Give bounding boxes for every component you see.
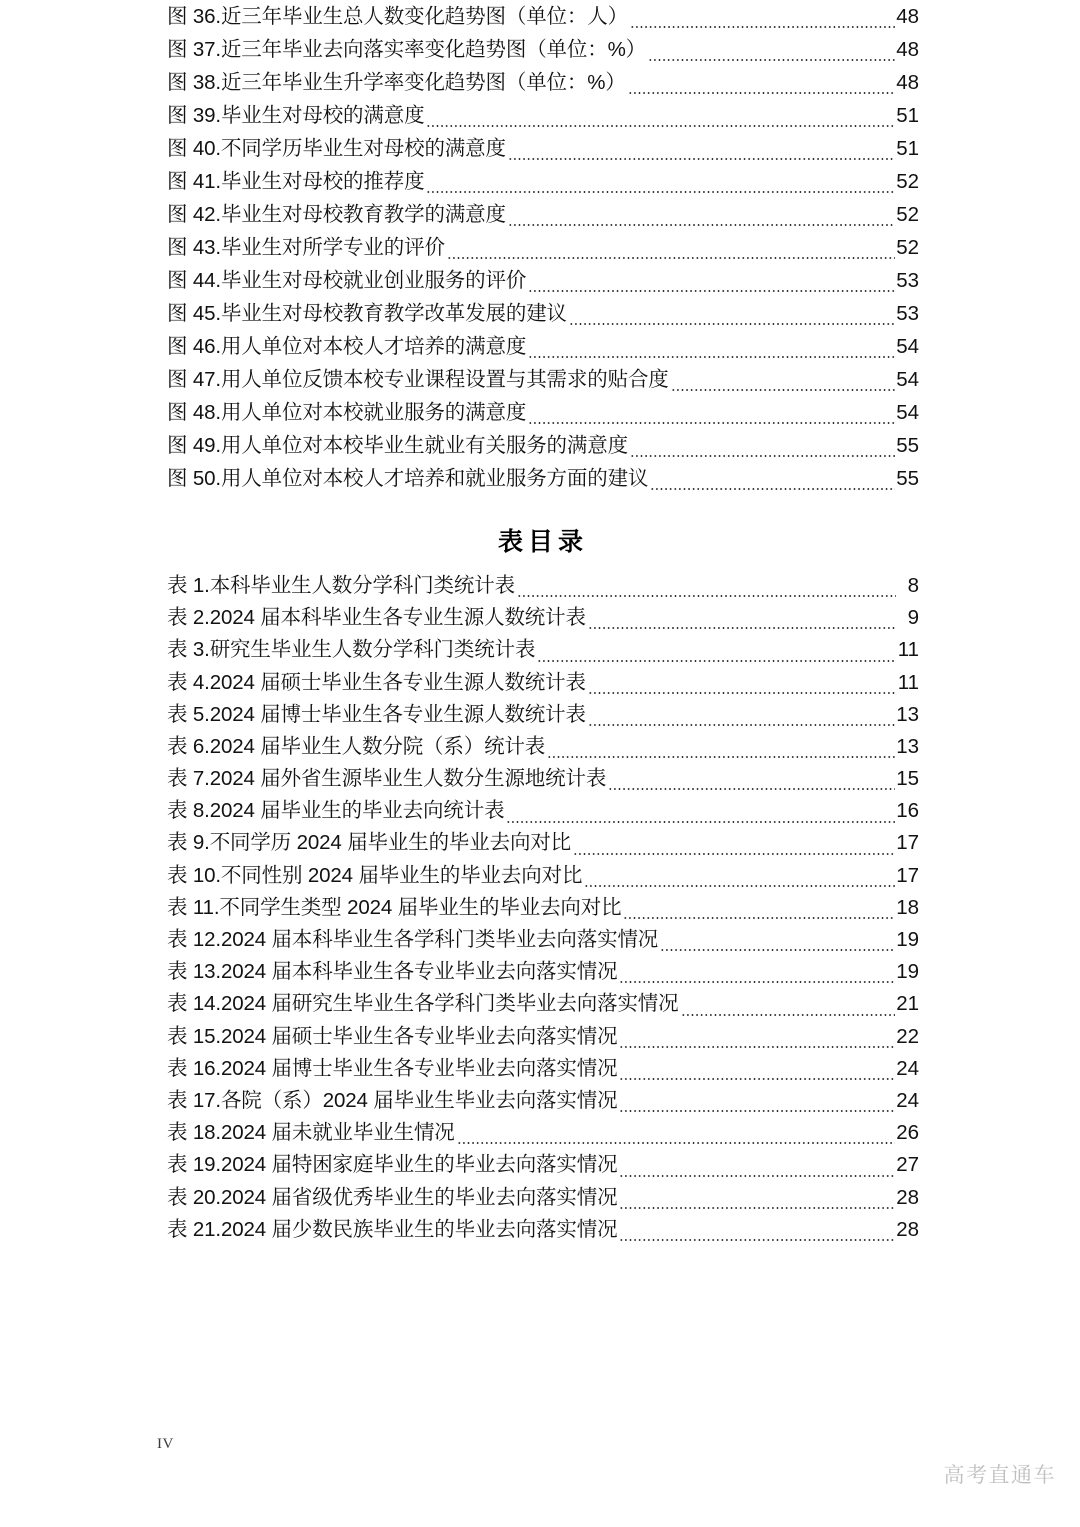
toc-entry[interactable] <box>167 763 919 795</box>
toc-entry[interactable] <box>167 795 919 827</box>
toc-entry[interactable] <box>167 1117 919 1149</box>
figure-entry-page-number: 52 <box>896 236 919 259</box>
table-entry-label: 表 12.2024 届本科毕业生各学科门类毕业去向落实情况 <box>167 928 659 952</box>
dot-leader <box>588 724 895 726</box>
dot-leader <box>630 26 895 28</box>
figure-entry-page-number: 51 <box>896 104 919 127</box>
dot-leader <box>426 125 895 127</box>
dot-leader <box>426 191 895 193</box>
figure-entry-label: 图 36.近三年毕业生总人数变化趋势图（单位：人） <box>167 5 628 28</box>
toc-entry[interactable] <box>167 396 919 429</box>
dot-leader <box>623 917 895 919</box>
toc-entry[interactable] <box>167 1053 919 1085</box>
table-entry-label: 表 6.2024 届毕业生人数分院（系）统计表 <box>167 734 546 758</box>
table-entry-page-number: 16 <box>896 799 919 823</box>
table-entry-page-number: 24 <box>896 1056 919 1080</box>
table-entry-label: 表 20.2024 届省级优秀毕业生的毕业去向落实情况 <box>167 1185 618 1209</box>
table-entry-page-number: 22 <box>896 1024 919 1048</box>
toc-entry[interactable] <box>167 1214 919 1246</box>
table-entry-page-number: 17 <box>896 831 919 855</box>
figure-entry-label: 图 48.用人单位对本校就业服务的满意度 <box>167 401 527 424</box>
figure-entry-label: 图 44.毕业生对母校就业创业服务的评价 <box>167 269 527 292</box>
table-entry-label: 表 17.各院（系）2024 届毕业生毕业去向落实情况 <box>167 1088 618 1112</box>
toc-entry[interactable] <box>167 429 919 462</box>
figure-entry-page-number: 53 <box>896 302 919 325</box>
heading-spacer-bottom <box>167 560 919 570</box>
figure-entry-page-number: 55 <box>896 434 919 457</box>
figure-entry-label: 图 39.毕业生对母校的满意度 <box>167 104 425 127</box>
dot-leader <box>650 488 895 490</box>
figure-entry-page-number: 51 <box>896 137 919 160</box>
dot-leader <box>528 356 895 358</box>
figure-entry-page-number: 54 <box>896 335 919 358</box>
dot-leader <box>628 92 896 94</box>
figure-entry-label: 图 41.毕业生对母校的推荐度 <box>167 170 425 193</box>
toc-entry[interactable] <box>167 667 919 699</box>
table-entry-page-number: 13 <box>896 734 919 758</box>
figure-list <box>167 0 919 495</box>
toc-entry[interactable] <box>167 731 919 763</box>
table-entry-label: 表 13.2024 届本科毕业生各专业毕业去向落实情况 <box>167 960 618 984</box>
dot-leader <box>619 1078 895 1080</box>
figure-entry-page-number: 52 <box>896 203 919 226</box>
figure-entry-label: 图 50.用人单位对本校人才培养和就业服务方面的建议 <box>167 467 649 490</box>
figure-entry-label: 图 49.用人单位对本校毕业生就业有关服务的满意度 <box>167 434 628 457</box>
figure-entry-label: 图 47.用人单位反馈本校专业课程设置与其需求的贴合度 <box>167 368 669 391</box>
table-entry-label: 表 1.本科毕业生人数分学科门类统计表 <box>167 573 515 597</box>
table-entry-page-number: 15 <box>896 767 919 791</box>
figure-entry-label: 图 43.毕业生对所学专业的评价 <box>167 236 445 259</box>
table-entry-label: 表 18.2024 届未就业毕业生情况 <box>167 1121 455 1145</box>
table-entry-page-number: 13 <box>896 702 919 726</box>
toc-entry[interactable] <box>167 0 919 33</box>
toc-entry[interactable] <box>167 66 919 99</box>
table-entry-label: 表 15.2024 届硕士毕业生各专业毕业去向落实情况 <box>167 1024 618 1048</box>
toc-entry[interactable] <box>167 132 919 165</box>
figure-entry-page-number: 48 <box>896 5 919 28</box>
toc-entry[interactable] <box>167 828 919 860</box>
toc-entry[interactable] <box>167 892 919 924</box>
table-entry-page-number: 11 <box>897 638 919 662</box>
toc-content-column <box>167 0 919 1246</box>
dot-leader <box>619 1110 895 1112</box>
toc-entry[interactable] <box>167 1182 919 1214</box>
dot-leader <box>619 1175 895 1177</box>
toc-entry[interactable] <box>167 634 919 666</box>
toc-entry[interactable] <box>167 1149 919 1181</box>
figure-entry-label: 图 42.毕业生对母校教育教学的满意度 <box>167 203 506 226</box>
toc-entry[interactable] <box>167 264 919 297</box>
dot-leader <box>608 788 895 790</box>
dot-leader <box>619 1207 895 1209</box>
toc-entry[interactable] <box>167 330 919 363</box>
toc-entry[interactable] <box>167 988 919 1020</box>
table-list-heading: 表目录 <box>497 529 588 556</box>
table-entry-page-number: 21 <box>896 992 919 1016</box>
table-entry-label: 表 2.2024 届本科毕业生各专业生源人数统计表 <box>167 606 586 630</box>
table-list <box>167 570 919 1246</box>
toc-entry[interactable] <box>167 1085 919 1117</box>
toc-entry[interactable] <box>167 297 919 330</box>
figure-entry-page-number: 48 <box>896 71 919 94</box>
toc-entry[interactable] <box>167 570 919 602</box>
dot-leader <box>447 257 895 259</box>
dot-leader <box>573 853 895 855</box>
dot-leader <box>588 627 896 629</box>
figure-entry-label: 图 37.近三年毕业去向落实率变化趋势图（单位：%） <box>167 38 647 61</box>
table-entry-page-number: 28 <box>896 1185 919 1209</box>
table-entry-label: 表 5.2024 届博士毕业生各专业生源人数统计表 <box>167 702 586 726</box>
table-entry-page-number: 19 <box>896 928 919 952</box>
figure-entry-label: 图 40.不同学历毕业生对母校的满意度 <box>167 137 506 160</box>
dot-leader <box>648 59 895 61</box>
toc-entry[interactable] <box>167 956 919 988</box>
figure-entry-page-number: 55 <box>896 467 919 490</box>
toc-entry[interactable] <box>167 198 919 231</box>
dot-leader <box>517 595 896 597</box>
dot-leader <box>569 323 895 325</box>
toc-entry[interactable] <box>167 924 919 956</box>
dot-leader <box>584 885 895 887</box>
figure-entry-label: 图 46.用人单位对本校人才培养的满意度 <box>167 335 527 358</box>
table-entry-page-number: 8 <box>907 573 919 597</box>
toc-entry[interactable] <box>167 602 919 634</box>
dot-leader <box>619 1046 895 1048</box>
table-entry-label: 表 7.2024 届外省生源毕业生人数分生源地统计表 <box>167 767 607 791</box>
figure-entry-page-number: 48 <box>896 38 919 61</box>
figure-entry-page-number: 52 <box>896 170 919 193</box>
toc-entry[interactable] <box>167 99 919 132</box>
table-entry-page-number: 9 <box>907 606 919 630</box>
dot-leader <box>457 1142 896 1144</box>
dot-leader <box>547 756 895 758</box>
table-entry-page-number: 27 <box>896 1153 919 1177</box>
page-folio: IV <box>157 1436 174 1452</box>
toc-entry[interactable] <box>167 860 919 892</box>
table-entry-page-number: 18 <box>896 895 919 919</box>
figure-entry-label: 图 45.毕业生对母校教育教学改革发展的建议 <box>167 302 567 325</box>
dot-leader <box>681 1014 896 1016</box>
table-entry-label: 表 19.2024 届特困家庭毕业生的毕业去向落实情况 <box>167 1153 618 1177</box>
dot-leader <box>508 224 895 226</box>
table-entry-label: 表 8.2024 届毕业生的毕业去向统计表 <box>167 799 505 823</box>
dot-leader <box>671 389 896 391</box>
dot-leader <box>528 290 895 292</box>
table-entry-page-number: 11 <box>897 670 919 694</box>
table-entry-label: 表 11.不同学生类型 2024 届毕业生的毕业去向对比 <box>167 895 622 919</box>
table-entry-page-number: 24 <box>896 1088 919 1112</box>
toc-entry[interactable] <box>167 462 919 495</box>
table-entry-label: 表 9.不同学历 2024 届毕业生的毕业去向对比 <box>167 831 572 855</box>
table-entry-label: 表 14.2024 届研究生毕业生各学科门类毕业去向落实情况 <box>167 992 679 1016</box>
dot-leader <box>528 422 895 424</box>
dot-leader <box>619 1239 895 1241</box>
table-entry-page-number: 28 <box>896 1217 919 1241</box>
table-entry-page-number: 26 <box>896 1121 919 1145</box>
toc-entry[interactable] <box>167 363 919 396</box>
dot-leader <box>508 158 895 160</box>
table-entry-label: 表 10.不同性别 2024 届毕业生的毕业去向对比 <box>167 863 583 887</box>
dot-leader <box>506 821 895 823</box>
toc-entry[interactable] <box>167 231 919 264</box>
dot-leader <box>660 949 895 951</box>
toc-entry[interactable] <box>167 699 919 731</box>
table-entry-label: 表 4.2024 届硕士毕业生各专业生源人数统计表 <box>167 670 586 694</box>
dot-leader <box>588 692 896 694</box>
table-entry-page-number: 17 <box>896 863 919 887</box>
dot-leader <box>619 981 895 983</box>
table-entry-label: 表 21.2024 届少数民族毕业生的毕业去向落实情况 <box>167 1217 618 1241</box>
dot-leader <box>630 455 895 457</box>
dot-leader <box>537 660 896 662</box>
watermark: 高考直通车 <box>943 1464 1056 1487</box>
toc-entry[interactable] <box>167 165 919 198</box>
figure-entry-label: 图 38.近三年毕业生升学率变化趋势图（单位：%） <box>167 71 626 94</box>
figure-entry-page-number: 54 <box>896 401 919 424</box>
toc-entry[interactable] <box>167 1021 919 1053</box>
figure-entry-page-number: 53 <box>896 269 919 292</box>
table-entry-label: 表 16.2024 届博士毕业生各专业毕业去向落实情况 <box>167 1056 618 1080</box>
figure-entry-page-number: 54 <box>896 368 919 391</box>
heading-spacer-top <box>167 495 919 526</box>
table-entry-page-number: 19 <box>896 960 919 984</box>
toc-entry[interactable] <box>167 33 919 66</box>
table-entry-label: 表 3.研究生毕业生人数分学科门类统计表 <box>167 638 536 662</box>
